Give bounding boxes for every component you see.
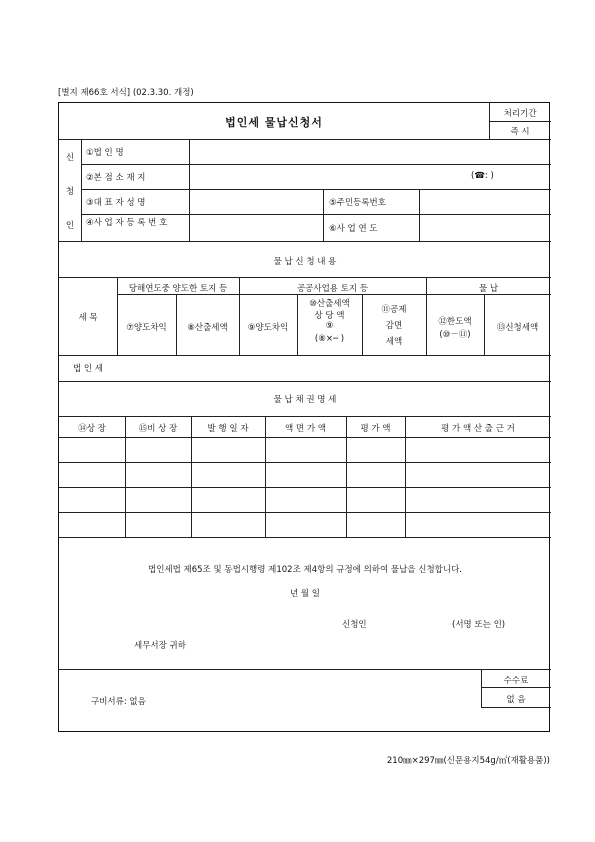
bond-col-valuation-basis: 평 가 액 산 출 근 거 (441, 424, 515, 434)
col-8-computed-tax: ⑧산출세액 (187, 323, 228, 333)
col-11-line3: 세액 (385, 337, 403, 347)
processing-period-label: 처리기간 (503, 109, 537, 119)
bond-col-unlisted: ⑮비 상 장 (138, 424, 178, 434)
col-12-line2: (⑩－⑪) (439, 330, 471, 340)
col-13-requested-tax: ⑬신청세액 (496, 323, 539, 333)
col-12-line1: ⑫한도액 (438, 317, 472, 327)
col-9-gain: ⑨양도차익 (247, 323, 289, 333)
col-group-payment: 물 납 (478, 284, 499, 294)
business-number-label: ④사 업 자 등 록 번 호 (86, 218, 168, 228)
processing-period-value: 즉 시 (510, 127, 530, 137)
fee-label: 수수료 (503, 676, 529, 686)
col-10-line2: 상 당 액 (314, 311, 345, 321)
applicant-sign-label: 신청인 (342, 620, 367, 630)
bond-col-issue-date: 발 행 일 자 (207, 424, 249, 434)
required-documents: 구비서류: 없음 (91, 697, 146, 707)
col-10-line1: ⑩산출세액 (309, 299, 350, 309)
corp-name-label: ①법 인 명 (86, 148, 124, 158)
representative-label: ③대 표 자 성 명 (86, 198, 146, 208)
bond-col-valuation: 평 가 액 (360, 424, 391, 434)
form-number-note: [별지 제66호 서식] (02.3.30. 개정) (58, 88, 194, 98)
col-7-gain: ⑦양도차익 (126, 323, 167, 333)
col-11-line2: 감면 (385, 321, 403, 331)
applicant-side-char-3: 인 (65, 221, 75, 231)
applicant-side-char-1: 신 (65, 153, 75, 163)
resident-number-label: ⑤주민등록번호 (329, 198, 386, 208)
phone-hint: (☎: ) (471, 171, 494, 181)
col-group-public-land: 공공사업용 토지 등 (296, 284, 369, 294)
payment-section-title: 물 납 신 청 내 용 (273, 257, 337, 267)
addressee: 세무서장 귀하 (134, 641, 186, 651)
business-year-label: ⑥사 업 연 도 (329, 224, 378, 234)
bond-col-face-value: 액 면 가 액 (285, 424, 326, 434)
applicant-side-char-2: 청 (65, 187, 75, 197)
col-10-line4: (⑧×─ ) (314, 334, 345, 344)
col-group-transferred-land: 당해연도중 양도한 토지 등 (128, 284, 228, 294)
form-title: 법인세 물납신청서 (225, 116, 323, 129)
bond-col-listed: ⑭상 장 (78, 424, 106, 434)
date-line: 년 월 일 (289, 589, 321, 599)
tax-item-label: 세 목 (78, 313, 98, 323)
corporate-tax-row-label: 법 인 세 (72, 364, 104, 374)
sign-note: (서명 또는 인) (452, 620, 506, 630)
col-11-line1: ⑪공제 (381, 305, 407, 315)
hq-address-label: ②본 점 소 재 지 (86, 173, 146, 183)
tax-payment-form (58, 102, 550, 732)
col-10-line3: ⑨ (325, 321, 334, 331)
bond-section-title: 물 납 채 권 명 세 (273, 395, 337, 405)
paper-size-note: 210㎜×297㎜(신문용지54g/㎡(재활용품)) (386, 756, 550, 766)
declaration-text: 법인세법 제65조 및 동법시행령 제102조 제4항의 규정에 의하여 물납을 신청합니다. (147, 565, 462, 575)
fee-value: 없 음 (506, 695, 526, 705)
